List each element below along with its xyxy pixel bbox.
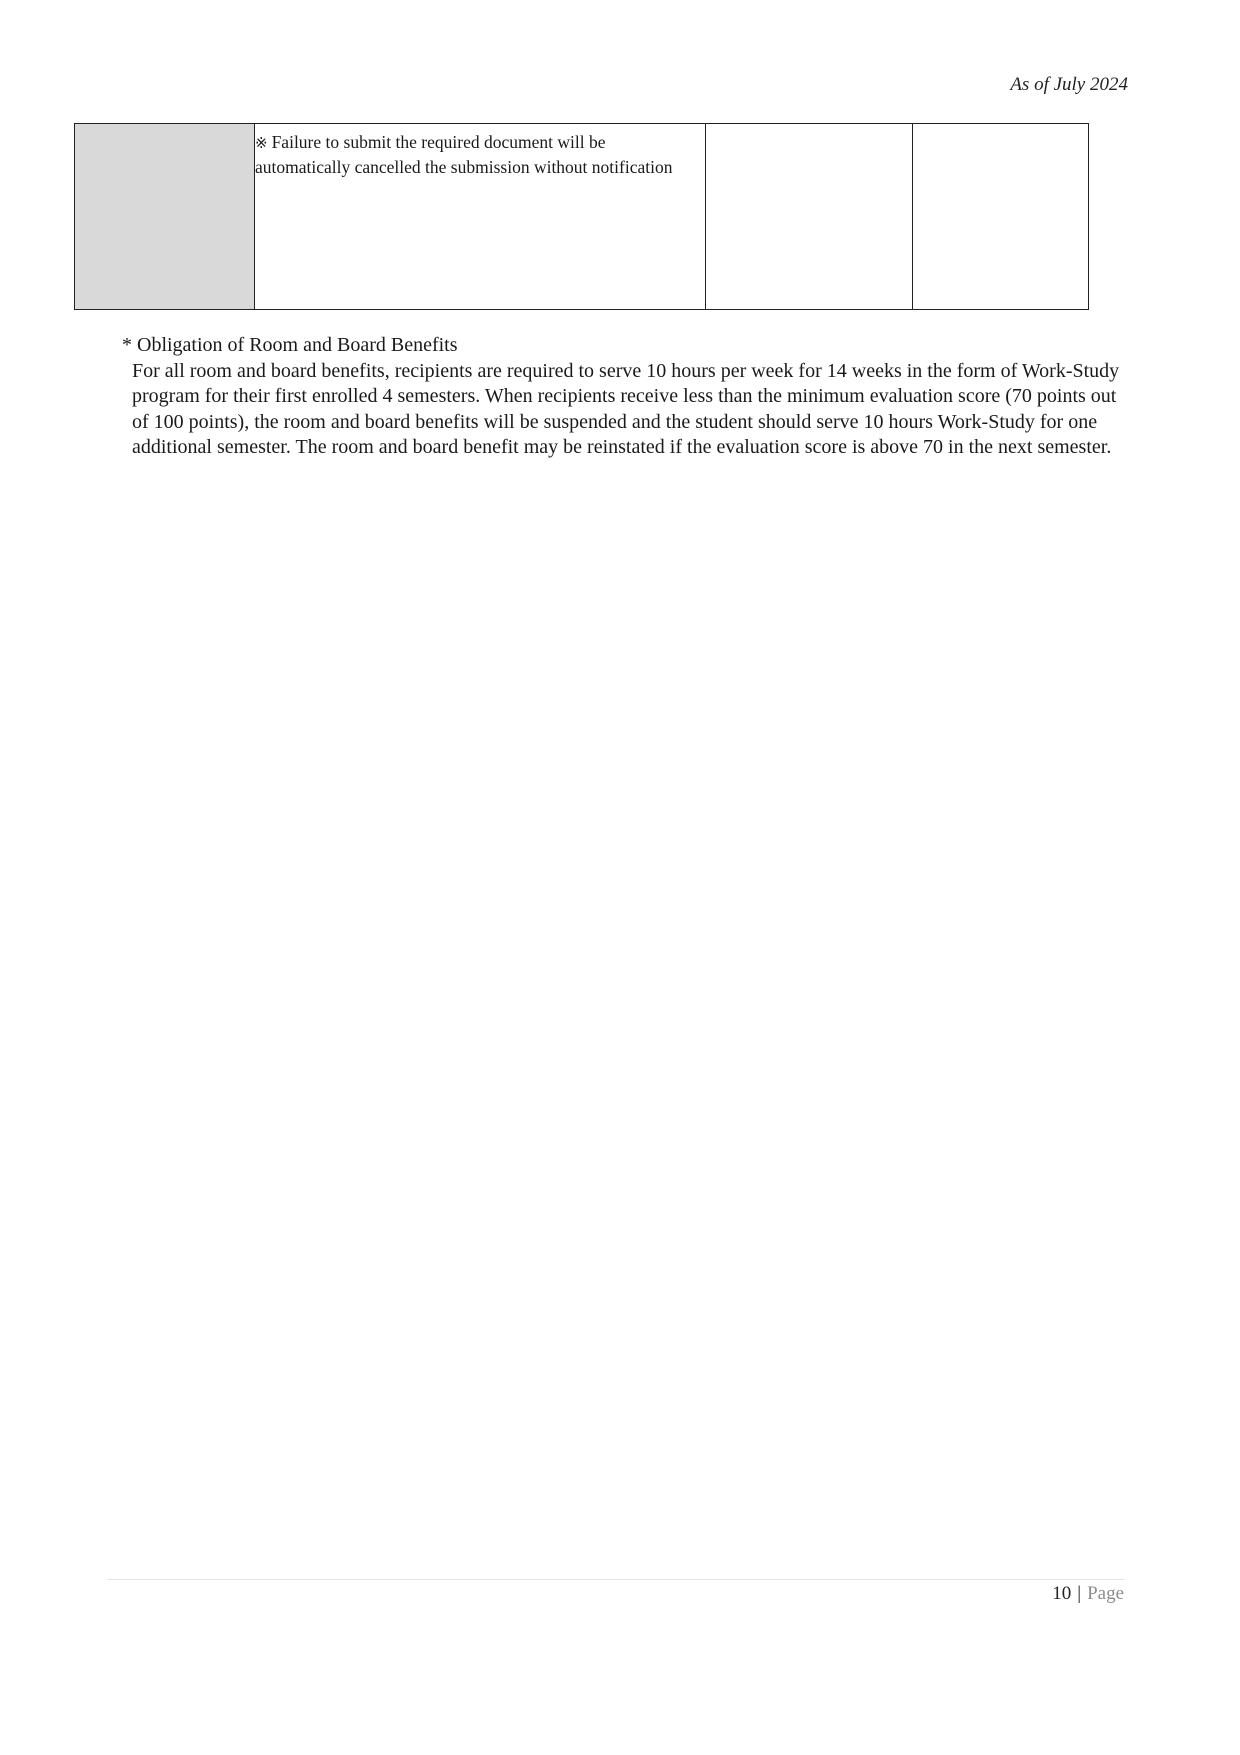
submission-note <box>255 124 705 179</box>
page-footer <box>1052 1583 1124 1605</box>
submission-note-text: Failure to submit the required document will be automatically cancelled the submission without notification <box>255 132 673 177</box>
section-heading: * Obligation of Room and Board Benefits <box>122 334 458 356</box>
table-cell-empty <box>706 124 913 310</box>
requirements-table <box>74 123 1089 310</box>
table-row <box>75 124 1089 310</box>
reference-mark-icon: ※ <box>255 134 268 152</box>
page-label: Page <box>1087 1583 1124 1604</box>
page-number: 10 <box>1052 1583 1072 1604</box>
footer-divider <box>108 1579 1124 1580</box>
table-cell-empty <box>913 124 1089 310</box>
section-body: For all room and board benefits, recipients are required to serve 10 hours per week for 14 weeks in the form of Work-Study program for their first enrolled 4 semesters. When recipients receive less than the minimum evaluation score (70 points out of 100 points), the room and board benefits will be suspended and the student should serve 10 hours Work-Study for one additional semester. The room and board benefit may be reinstated if the evaluation score is above 70 in the next semester. <box>132 359 1120 458</box>
footer-separator: | <box>1077 1583 1082 1604</box>
table-cell-note <box>255 124 706 310</box>
obligation-section <box>122 333 1122 461</box>
header-date: As of July 2024 <box>1010 74 1128 95</box>
table-cell-category <box>75 124 255 310</box>
